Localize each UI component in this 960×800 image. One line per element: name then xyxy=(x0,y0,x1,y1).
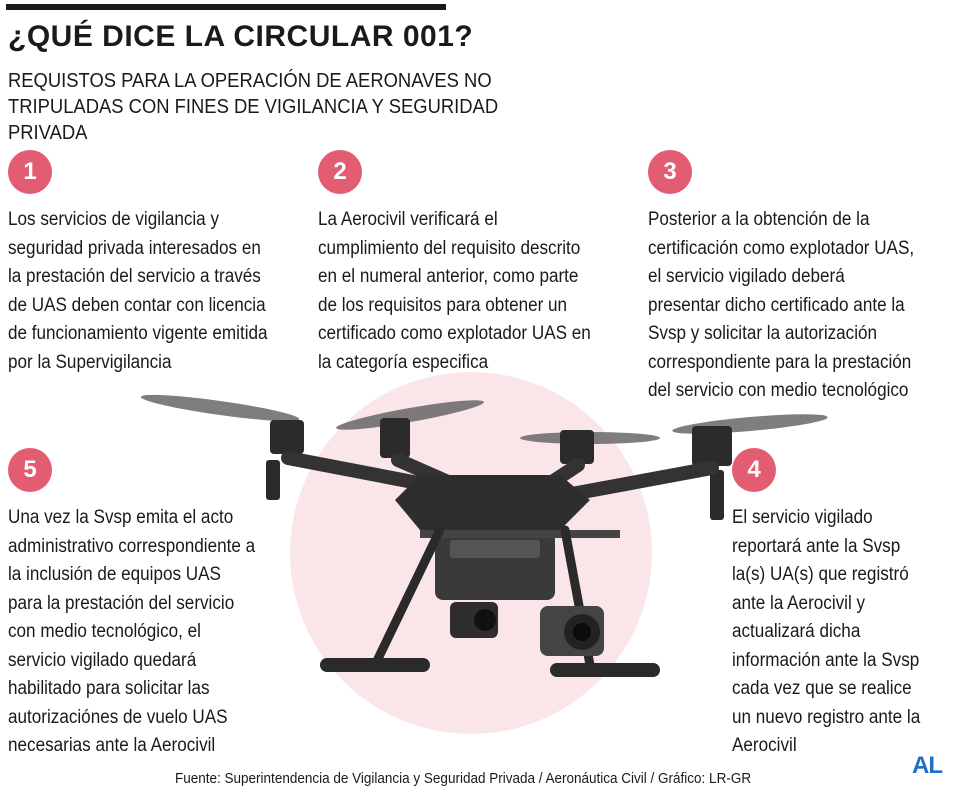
step-text: La Aerocivil verificará el cumplimiento del requisito descrito en el numeral anterior, como parte de los requisitos para obtener un certificado como explotador UAS en la categoría especifica xyxy=(318,209,591,373)
step-4 xyxy=(732,448,952,761)
page-subtitle: REQUISTOS PARA LA OPERACIÓN DE AERONAVES NO TRIPULADAS CON FINES DE VIGILANCIA Y SEGURIDAD PRIVADA xyxy=(8,70,499,144)
step-number-badge: 1 xyxy=(8,150,52,194)
source-note: Fuente: Superintendencia de Vigilancia y Seguridad Privada / Aeronáutica Civil / Gráfico: LR-GR xyxy=(175,770,752,787)
page-title: ¿QUÉ DICE LA CIRCULAR 001? xyxy=(8,20,474,53)
step-5 xyxy=(8,448,283,761)
step-text: Una vez la Svsp emita el acto administrativo correspondiente a la inclusión de equipos UAS para la prestación del servicio con medio tecnológico, el servicio vigilado quedará habilitado para solicitar las autorizaciónes de vuelo UAS necesarias ante la Aerocivil xyxy=(8,507,256,756)
top-rule xyxy=(6,4,446,10)
step-1 xyxy=(8,150,308,377)
step-text: Los servicios de vigilancia y seguridad privada interesados en la prestación del servicio a través de UAS deben contar con licencia de funcionamiento vigente emitida por la Supervigilancia xyxy=(8,209,268,373)
step-2 xyxy=(318,150,623,377)
step-text: El servicio vigilado reportará ante la Svsp la(s) UA(s) que registró ante la Aerocivil y actualizará dicha información ante la Svsp cada vez que se realice un nuevo registro ante la Aerocivil xyxy=(732,507,921,756)
step-number-badge: 5 xyxy=(8,448,52,492)
step-number-badge: 2 xyxy=(318,150,362,194)
step-number-badge: 3 xyxy=(648,150,692,194)
step-number-badge: 4 xyxy=(732,448,776,492)
step-text: Posterior a la obtención de la certificación como explotador UAS, el servicio vigilado deberá presentar dicho certificado ante la Svsp y solicitar la autorización correspondiente para la prestación del servicio con medio tecnológico xyxy=(648,209,915,401)
step-3 xyxy=(648,150,948,406)
publisher-logo: AL xyxy=(912,752,942,779)
